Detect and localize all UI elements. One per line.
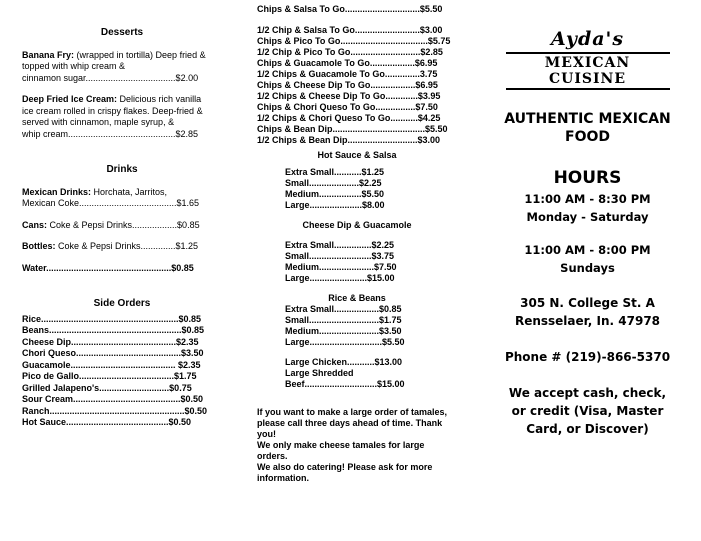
hot-sauce-list (257, 167, 457, 211)
banana-fry-name: Banana Fry: (22, 49, 75, 60)
bottles-name: Bottles: (22, 241, 56, 251)
desserts-title: Desserts (100, 27, 144, 38)
size-price-row: Large.....................$8.00 (285, 200, 385, 210)
side-order-item: Guacamole.......................................... $2.35 (22, 359, 201, 370)
side-order-item: Ranch......................................................$0.50 (22, 405, 208, 416)
fried-ice-cream-desc-3: served with cinnamon, maple syrup, & (22, 117, 175, 127)
chips-item: Chips & Chori Queso To Go................$7.50 (257, 102, 438, 112)
middle-column (257, 0, 457, 484)
note-line: orders. (257, 451, 288, 461)
note-line: If you want to make a large order of tamales, (257, 407, 448, 417)
tagline-line-1: AUTHENTIC MEXICAN (504, 111, 671, 127)
water-item: Water..................................................$0.85 (22, 262, 194, 273)
rice-beans-title: Rice & Beans (328, 293, 386, 303)
size-price-row: Extra Small..................$0.85 (285, 304, 402, 314)
fried-ice-cream-desc-2: ice cream rolled in crispy flakes. Deep-fried & (22, 105, 203, 116)
side-order-item: Sour Cream...........................................$0.50 (22, 394, 204, 404)
mexican-drinks-price: Mexican Coke.......................................$1.65 (22, 198, 200, 208)
hours-weekday (495, 190, 680, 226)
fried-ice-cream-price: whip cream...........................................$2.85 (22, 128, 199, 139)
hot-sauce-title: Hot Sauce & Salsa (317, 150, 397, 160)
size-price-row: Small.........................$3.75 (285, 251, 395, 261)
bottles-price: Coke & Pepsi Drinks..............$1.25 (55, 241, 199, 251)
hours-weekday-days: Monday - Saturday (526, 210, 649, 224)
hours-sunday-days: Sundays (560, 261, 615, 275)
chips-item: Chips & Pico To Go...................................$5.75 (257, 36, 451, 46)
mexican-drinks-desc: Horchata, Jarritos, (91, 186, 168, 197)
cheese-dip-title: Cheese Dip & Guacamole (302, 220, 412, 230)
logo-subtitle: MEXICAN CUISINE (506, 52, 670, 90)
side-order-item: Cheese Dip..........................................$2.35 (22, 336, 199, 347)
hours-weekday-time: 11:00 AM - 8:30 PM (524, 192, 651, 206)
hours-sunday (495, 241, 680, 277)
note-line: We only make cheese tamales for large (257, 440, 425, 450)
payment-line-2: or credit (Visa, Master (511, 404, 664, 418)
size-price-row: Medium........................$3.50 (285, 326, 402, 336)
size-price-row: Large.............................$5.50 (285, 337, 405, 347)
tagline (495, 110, 680, 146)
cheese-dip-list (257, 240, 457, 284)
side-order-item: Pico de Gallo......................................$1.75 (22, 371, 197, 381)
hours-title: HOURS (553, 168, 622, 188)
left-column (22, 0, 222, 429)
size-price-row: Extra Small...............$2.25 (285, 240, 395, 250)
phone-number: Phone # (219)-866-5370 (504, 350, 671, 364)
chips-item: 1/2 Chips & Bean Dip............................$3.00 (257, 135, 441, 145)
chips-salsa-item: Chips & Salsa To Go..............................$5.50 (257, 4, 443, 14)
drinks-title: Drinks (106, 164, 138, 175)
size-price-row: Small....................$2.25 (285, 178, 382, 188)
note-line: you! (257, 429, 276, 439)
size-price-row: Extra Small...........$1.25 (285, 167, 385, 177)
side-order-item: Chori Queso..........................................$3.50 (22, 348, 204, 358)
restaurant-logo (495, 28, 680, 90)
rice-beans-list (257, 304, 457, 348)
address-line-1: 305 N. College St. A (520, 296, 655, 310)
chips-item: 1/2 Chip & Pico To Go............................$2.85 (257, 47, 443, 57)
chips-item: 1/2 Chips & Chori Queso To Go...........$4.25 (257, 113, 441, 123)
chips-item: 1/2 Chips & Guacamole To Go..............3.75 (257, 69, 438, 79)
payment-line-3: Card, or Discover) (526, 422, 649, 436)
chips-item: 1/2 Chips & Cheese Dip To Go.............$3.95 (257, 91, 441, 101)
fried-ice-cream-desc-1: Delicious rich vanilla (117, 94, 202, 104)
side-order-item: Hot Sauce.........................................$0.50 (22, 417, 192, 427)
fried-ice-cream-name: Deep Fried Ice Cream: (22, 94, 118, 104)
bottles-item (22, 241, 222, 253)
cans-item (22, 220, 222, 232)
note-line: information. (257, 473, 309, 483)
size-price-row: Large.......................$15.00 (285, 273, 395, 283)
hours-sunday-time: 11:00 AM - 8:00 PM (524, 243, 651, 257)
banana-fry-desc-1: (wrapped in tortilla) Deep fried & (74, 49, 206, 60)
address-line-2: Rensselaer, In. 47978 (514, 314, 661, 328)
side-order-item: Rice.......................................................$0.85 (22, 313, 202, 324)
side-orders-list (22, 314, 222, 429)
chips-item: 1/2 Chip & Salsa To Go..........................$3.00 (257, 25, 443, 35)
beef-item: Beef.............................$15.00 (285, 379, 405, 389)
right-column (495, 0, 680, 438)
chips-item: Chips & Cheese Dip To Go..................$6.95 (257, 80, 438, 90)
fried-ice-cream-item (22, 94, 222, 140)
meat-list (257, 357, 457, 390)
banana-fry-desc-2: topped with whip cream & (22, 61, 126, 71)
payment-line-1: We accept cash, check, (508, 386, 667, 400)
address (495, 294, 680, 330)
size-price-row: Small............................$1.75 (285, 315, 402, 325)
payment-info (495, 384, 680, 438)
mexican-drinks-item (22, 187, 222, 210)
note-line: please call three days ahead of time. Thank (257, 418, 443, 428)
large-chicken-item: Large Chicken...........$13.00 (285, 357, 403, 367)
banana-fry-price: cinnamon sugar....................................$2.00 (22, 72, 199, 83)
size-price-row: Medium.................$5.50 (285, 189, 385, 199)
cans-name: Cans: (22, 219, 48, 230)
chips-item: Chips & Guacamole To Go..................$6.95 (257, 58, 438, 68)
side-order-item: Grilled Jalapeno's............................$0.75 (22, 382, 192, 393)
chips-list (257, 25, 457, 146)
cans-price: Coke & Pepsi Drinks..................$0.85 (47, 219, 200, 230)
notes-block (257, 407, 457, 484)
large-shredded-label: Large Shredded (285, 368, 354, 378)
side-order-item: Beans.....................................................$0.85 (22, 325, 205, 335)
note-line: We also do catering! Please ask for more (257, 462, 433, 472)
size-price-row: Medium......................$7.50 (285, 262, 397, 272)
tagline-line-2: FOOD (565, 129, 610, 145)
mexican-drinks-name: Mexican Drinks: (22, 186, 92, 197)
chips-item: Chips & Bean Dip.....................................$5.50 (257, 124, 448, 134)
logo-name: Ayda's (550, 28, 625, 50)
banana-fry-item (22, 50, 222, 85)
side-orders-title: Side Orders (93, 298, 151, 309)
